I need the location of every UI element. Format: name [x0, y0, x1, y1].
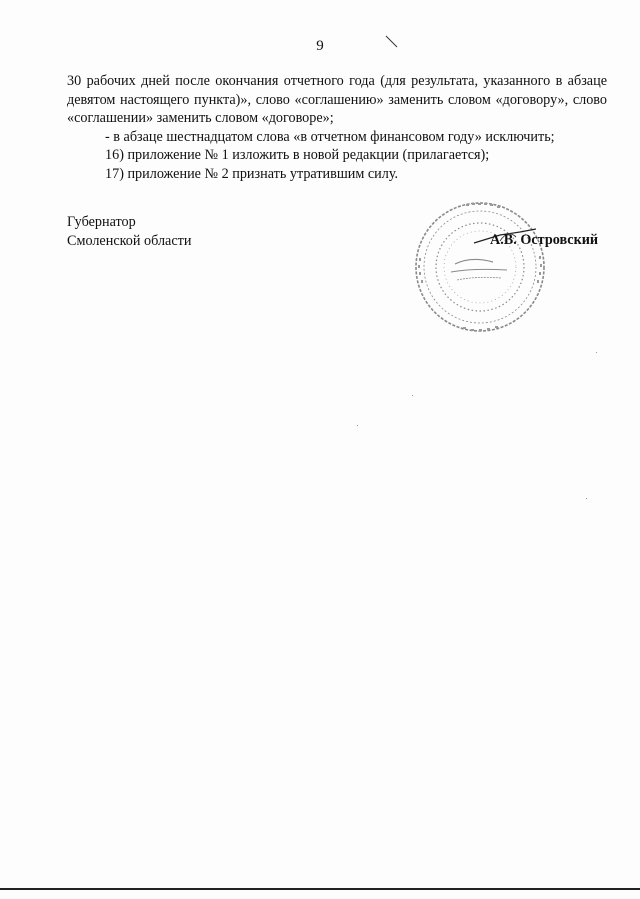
scan-speck	[596, 352, 597, 353]
scan-edge-line	[0, 888, 640, 890]
scan-speck	[412, 395, 413, 396]
official-seal-icon	[411, 198, 549, 336]
page-number: 9	[316, 38, 324, 54]
paragraph-continuation: 30 рабочих дней после окончания отчетного года (для результата, указанного в абзаце девятом настоящего пункта)», слово «соглашению» заменить словом «договору», слово «соглашении» заменить словом «договоре»;	[67, 73, 607, 126]
paragraph-item: 17) приложение № 2 признать утратившим силу.	[105, 165, 399, 182]
signer-region: Смоленской области	[67, 232, 192, 249]
signer-name: А.В. Островский	[490, 232, 599, 248]
scan-speck	[586, 498, 587, 499]
paragraph-item: 16) приложение № 1 изложить в новой редакции (прилагается);	[105, 147, 490, 163]
paragraph-item: - в абзаце шестнадцатом слова «в отчетном финансовом году» исключить;	[105, 128, 555, 145]
scan-speck	[357, 425, 358, 426]
signature-title	[67, 213, 191, 250]
body-text	[67, 72, 607, 183]
pen-mark-icon	[384, 34, 400, 50]
signer-position: Губернатор	[67, 214, 136, 230]
